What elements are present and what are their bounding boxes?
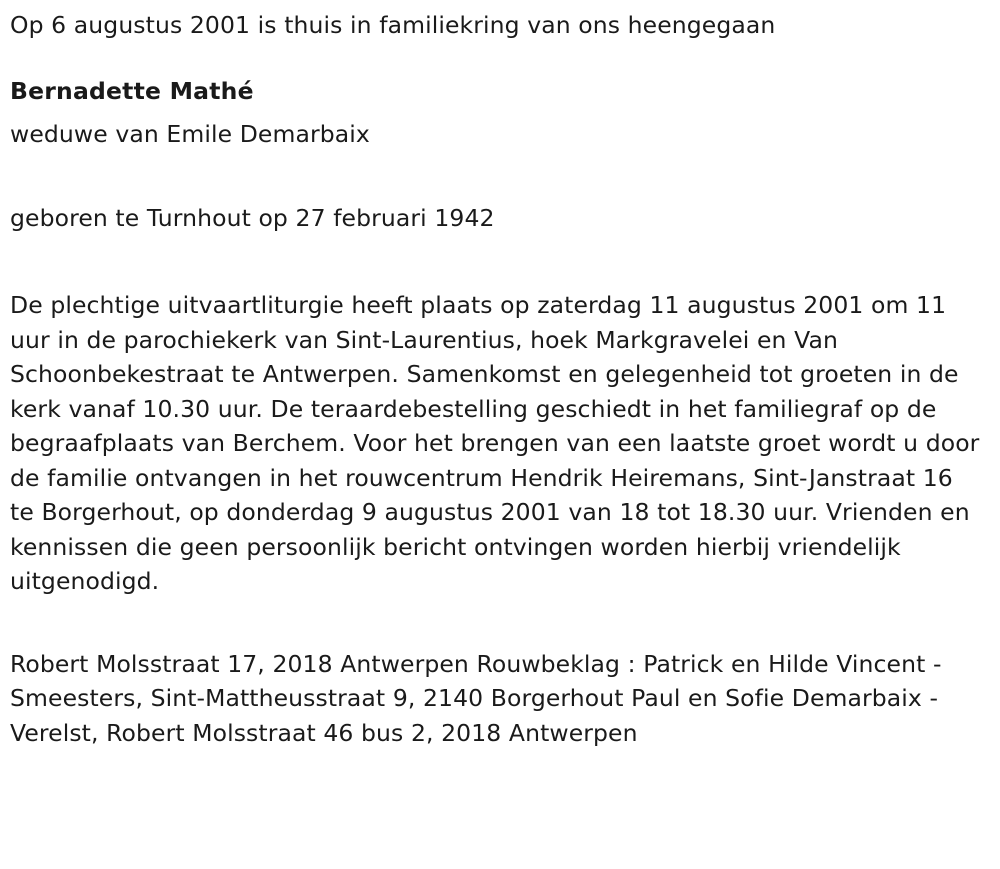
birth-line: geboren te Turnhout op 27 februari 1942 [10,203,495,232]
service-details-paragraph: De plechtige uitvaartliturgie heeft plaats op zaterdag 11 augustus 2001 om 11 uur in de parochiekerk van Sint-Laurentius, hoek Markgravelei en Van Schoonbekestraat te Antwerpen. Samenkomst en gelegenheid tot groeten in de kerk vanaf 10.30 uur. De teraardebestelling geschiedt in het familiegraf op de begraafplaats van Berchem. Voor het brengen van een laatste groet wordt u door de familie ontvangen in het rouwcentrum Hendrik Heiremans, Sint-Janstraat 16 te Borgerhout, op donderdag 9 augustus 2001 van 18 tot 18.30 uur. Vrienden en kennissen die geen persoonlijk bericht ontvingen worden hierbij vriendelijk uitgenodigd. [10,291,980,596]
spouse-line: weduwe van Emile Demarbaix [10,120,370,148]
deceased-name: Bernadette Mathé [10,76,254,105]
family-addresses-paragraph: Robert Molsstraat 17, 2018 Antwerpen Rouwbeklag : Patrick en Hilde Vincent - Smeesters, Sint-Mattheusstraat 9, 2140 Borgerhout Paul en Sofie Demarbaix - Verelst, Robert Molsstraat 46 bus 2, 2018 Antwerpen [10,649,942,747]
announcement-lede: Op 6 augustus 2001 is thuis in familiekring van ons heengegaan [10,11,776,39]
